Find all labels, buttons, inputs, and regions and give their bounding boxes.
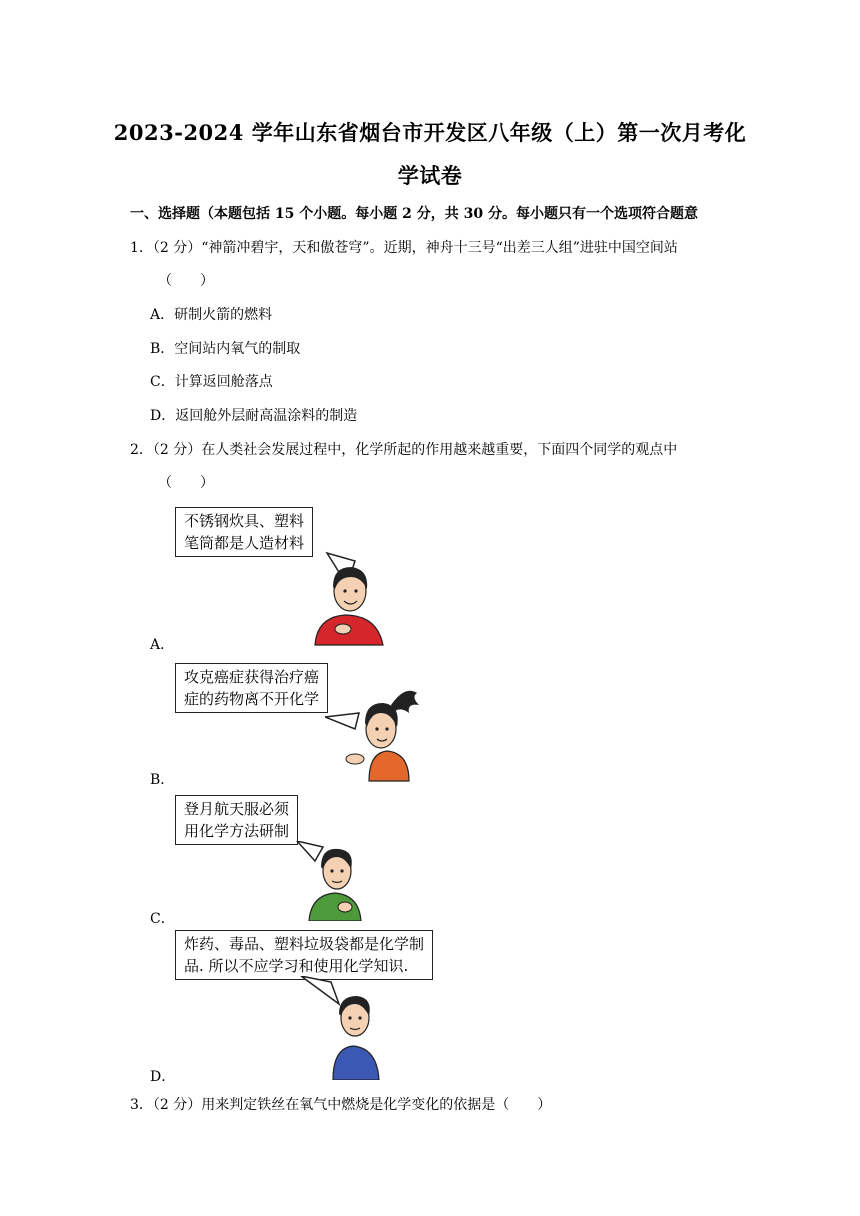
question-1-option-d: D．返回舱外层耐高温涂料的制造 [150, 408, 358, 424]
speech-bubble-c-line1: 登月航天服必须 [184, 800, 290, 818]
boy-figure-icon [285, 841, 395, 921]
speech-bubble-d-line1: 炸药、毒品、塑料垃圾袋都是化学制 [184, 935, 425, 953]
girl-figure-icon [325, 683, 435, 783]
question-2-option-b-letter: B． [150, 772, 175, 788]
question-1-option-b: B．空间站内氧气的制取 [150, 341, 301, 357]
question-1-option-c: C．计算返回舱落点 [150, 374, 273, 390]
speech-bubble-d-line2: 品. 所以不应学习和使用化学知识. [184, 957, 409, 975]
speech-bubble-a [175, 507, 313, 557]
speech-bubble-c [175, 795, 298, 845]
speech-bubble-c-line2: 用化学方法研制 [184, 822, 290, 840]
question-2-option-a-letter: A． [150, 637, 175, 653]
question-1-answer-paren: （ ） [158, 273, 214, 289]
speech-bubble-b [175, 663, 328, 713]
document-title-line2: 学试卷 [397, 163, 463, 188]
speech-bubble-a-line1: 不锈钢炊具、塑料 [184, 512, 305, 530]
question-2-option-d-letter: D． [150, 1069, 176, 1085]
question-2-answer-paren: （ ） [158, 475, 214, 491]
question-2-option-c-letter: C． [150, 911, 175, 927]
question-1-option-a: A．研制火箭的燃料 [150, 307, 273, 323]
question-2-option-a-illustration [175, 507, 435, 647]
question-1-stem: 1．（2 分）“神箭冲碧宇，天和傲苍穹”。近期，神舟十三号“出差三人组”进驻中国空间站 [130, 240, 678, 256]
speech-bubble-d [175, 930, 433, 980]
document-title-line1: 2023-2024 学年山东省烟台市开发区八年级（上）第一次月考化 [113, 120, 747, 145]
boy-figure-icon [295, 551, 405, 651]
speech-bubble-b-line1: 攻克癌症获得治疗癌 [184, 668, 320, 686]
speech-bubble-a-line2: 笔筒都是人造材料 [184, 534, 305, 552]
question-2-option-c-illustration [175, 795, 435, 925]
speech-bubble-b-line2: 症的药物离不开化学 [184, 690, 320, 708]
question-2-option-b-illustration [175, 663, 435, 783]
question-3-stem: 3．（2 分）用来判定铁丝在氧气中燃烧是化学变化的依据是（ ） [130, 1097, 552, 1113]
man-figure-icon [295, 976, 405, 1080]
question-2-option-d-illustration [175, 930, 495, 1080]
section-header: 一、选择题（本题包括 15 个小题。每小题 2 分，共 30 分。每小题只有一个选项符合题意 [130, 206, 698, 222]
question-2-stem: 2．（2 分）在人类社会发展过程中，化学所起的作用越来越重要，下面四个同学的观点中 [130, 442, 678, 458]
